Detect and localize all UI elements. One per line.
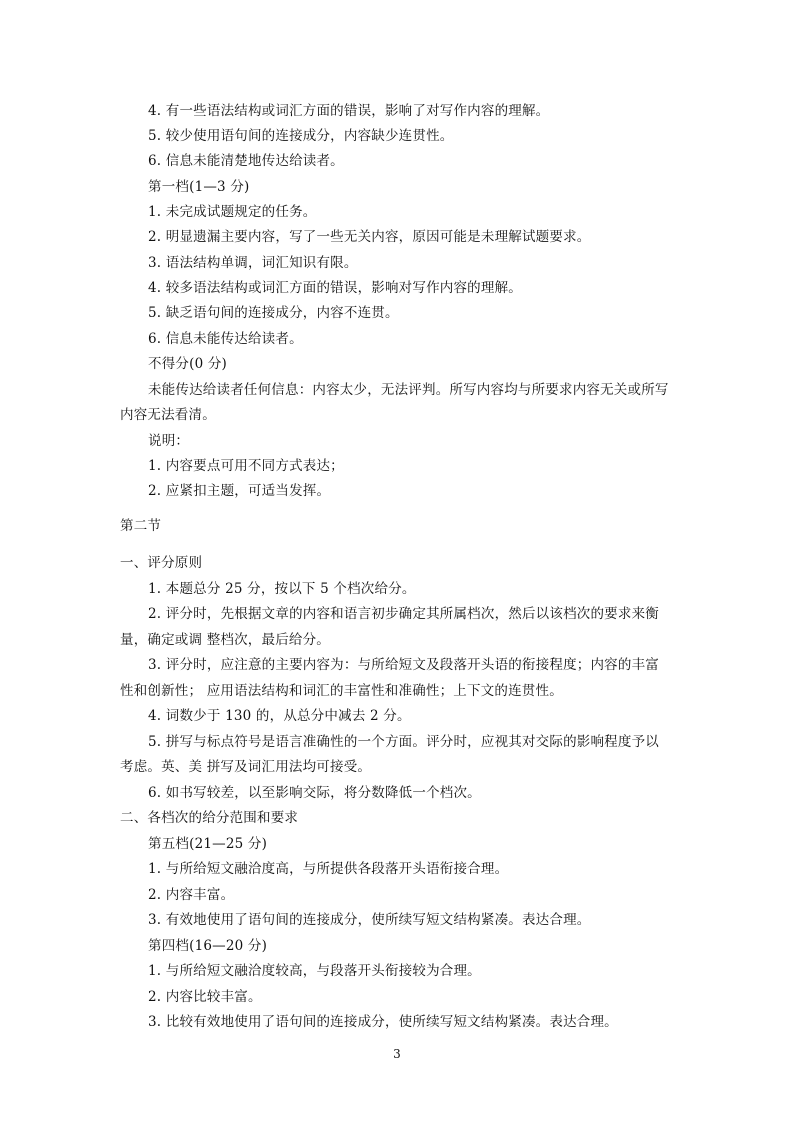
text-line: 2. 应紧扣主题，可适当发挥。	[148, 483, 331, 499]
text-line: 4. 较多语法结构或词汇方面的错误，影响对写作内容的理解。	[148, 280, 522, 296]
section-heading: 一、评分原则	[120, 555, 203, 571]
text-line: 内容无法看清。	[120, 407, 216, 423]
text-line: 5. 缺乏语句间的连接成分，内容不连贯。	[148, 305, 399, 321]
text-line: 2. 明显遗漏主要内容，写了一些无关内容，原因可能是未理解试题要求。	[148, 229, 591, 245]
text-line: 1. 与所给短文融洽度较高，与段落开头衔接较为合理。	[148, 963, 481, 979]
text-line: 3. 有效地使用了语句间的连接成分，使所续写短文结构紧凑。表达合理。	[148, 912, 591, 928]
text-line: 1. 内容要点可用不同方式表达；	[148, 458, 344, 474]
text-line: 1. 本题总分 25 分，按以下 5 个档次给分。	[148, 581, 416, 597]
text-line: 4. 有一些语法结构或词汇方面的错误，影响了对写作内容的理解。	[148, 103, 550, 119]
text-line: 1. 未完成试题规定的任务。	[148, 204, 317, 220]
text-line: 性和创新性； 应用语法结构和词汇的丰富性和准确性；上下文的连贯性。	[120, 683, 563, 699]
section-heading: 第四档(16—20 分)	[148, 938, 268, 954]
text-line: 量，确定或调 整档次，最后给分。	[120, 632, 330, 648]
text-line: 5. 较少使用语句间的连接成分，内容缺少连贯性。	[148, 128, 454, 144]
section-heading: 二、各档次的给分范围和要求	[120, 810, 299, 826]
text-line: 3. 评分时，应注意的主要内容为：与所给短文及段落开头语的衔接程度；内容的丰富	[148, 657, 659, 673]
section-title: 第二节	[120, 518, 162, 534]
section-heading: 第一档(1—3 分)	[148, 179, 250, 195]
section-heading: 第五档(21—25 分)	[148, 836, 268, 852]
text-line: 4. 词数少于 130 的，从总分中减去 2 分。	[148, 708, 411, 724]
text-line: 2. 内容比较丰富。	[148, 989, 262, 1005]
page-number: 3	[393, 1047, 401, 1061]
section-heading: 不得分(0 分)	[148, 356, 228, 372]
text-line: 未能传达给读者任何信息：内容太少，无法评判。所写内容均与所要求内容无关或所写	[148, 382, 669, 398]
text-line: 2. 评分时，先根据文章的内容和语言初步确定其所属档次，然后以该档次的要求来衡	[148, 606, 659, 622]
text-line: 2. 内容丰富。	[148, 887, 235, 903]
note-heading: 说明：	[148, 433, 190, 449]
text-line: 考虑。英、美 拼写及词汇用法均可接受。	[120, 759, 372, 775]
text-line: 6. 信息未能传达给读者。	[148, 331, 303, 347]
text-line: 6. 如书写较差，以至影响交际，将分数降低一个档次。	[148, 785, 481, 801]
text-line: 5. 拼写与标点符号是语言准确性的一个方面。评分时，应视其对交际的影响程度予以	[148, 734, 659, 750]
text-line: 3. 语法结构单调，词汇知识有限。	[148, 255, 358, 271]
text-line: 1. 与所给短文融洽度高，与所提供各段落开头语衔接合理。	[148, 861, 509, 877]
text-line: 6. 信息未能清楚地传达给读者。	[148, 153, 344, 169]
text-line: 3. 比较有效地使用了语句间的连接成分，使所续写短文结构紧凑。表达合理。	[148, 1014, 618, 1030]
